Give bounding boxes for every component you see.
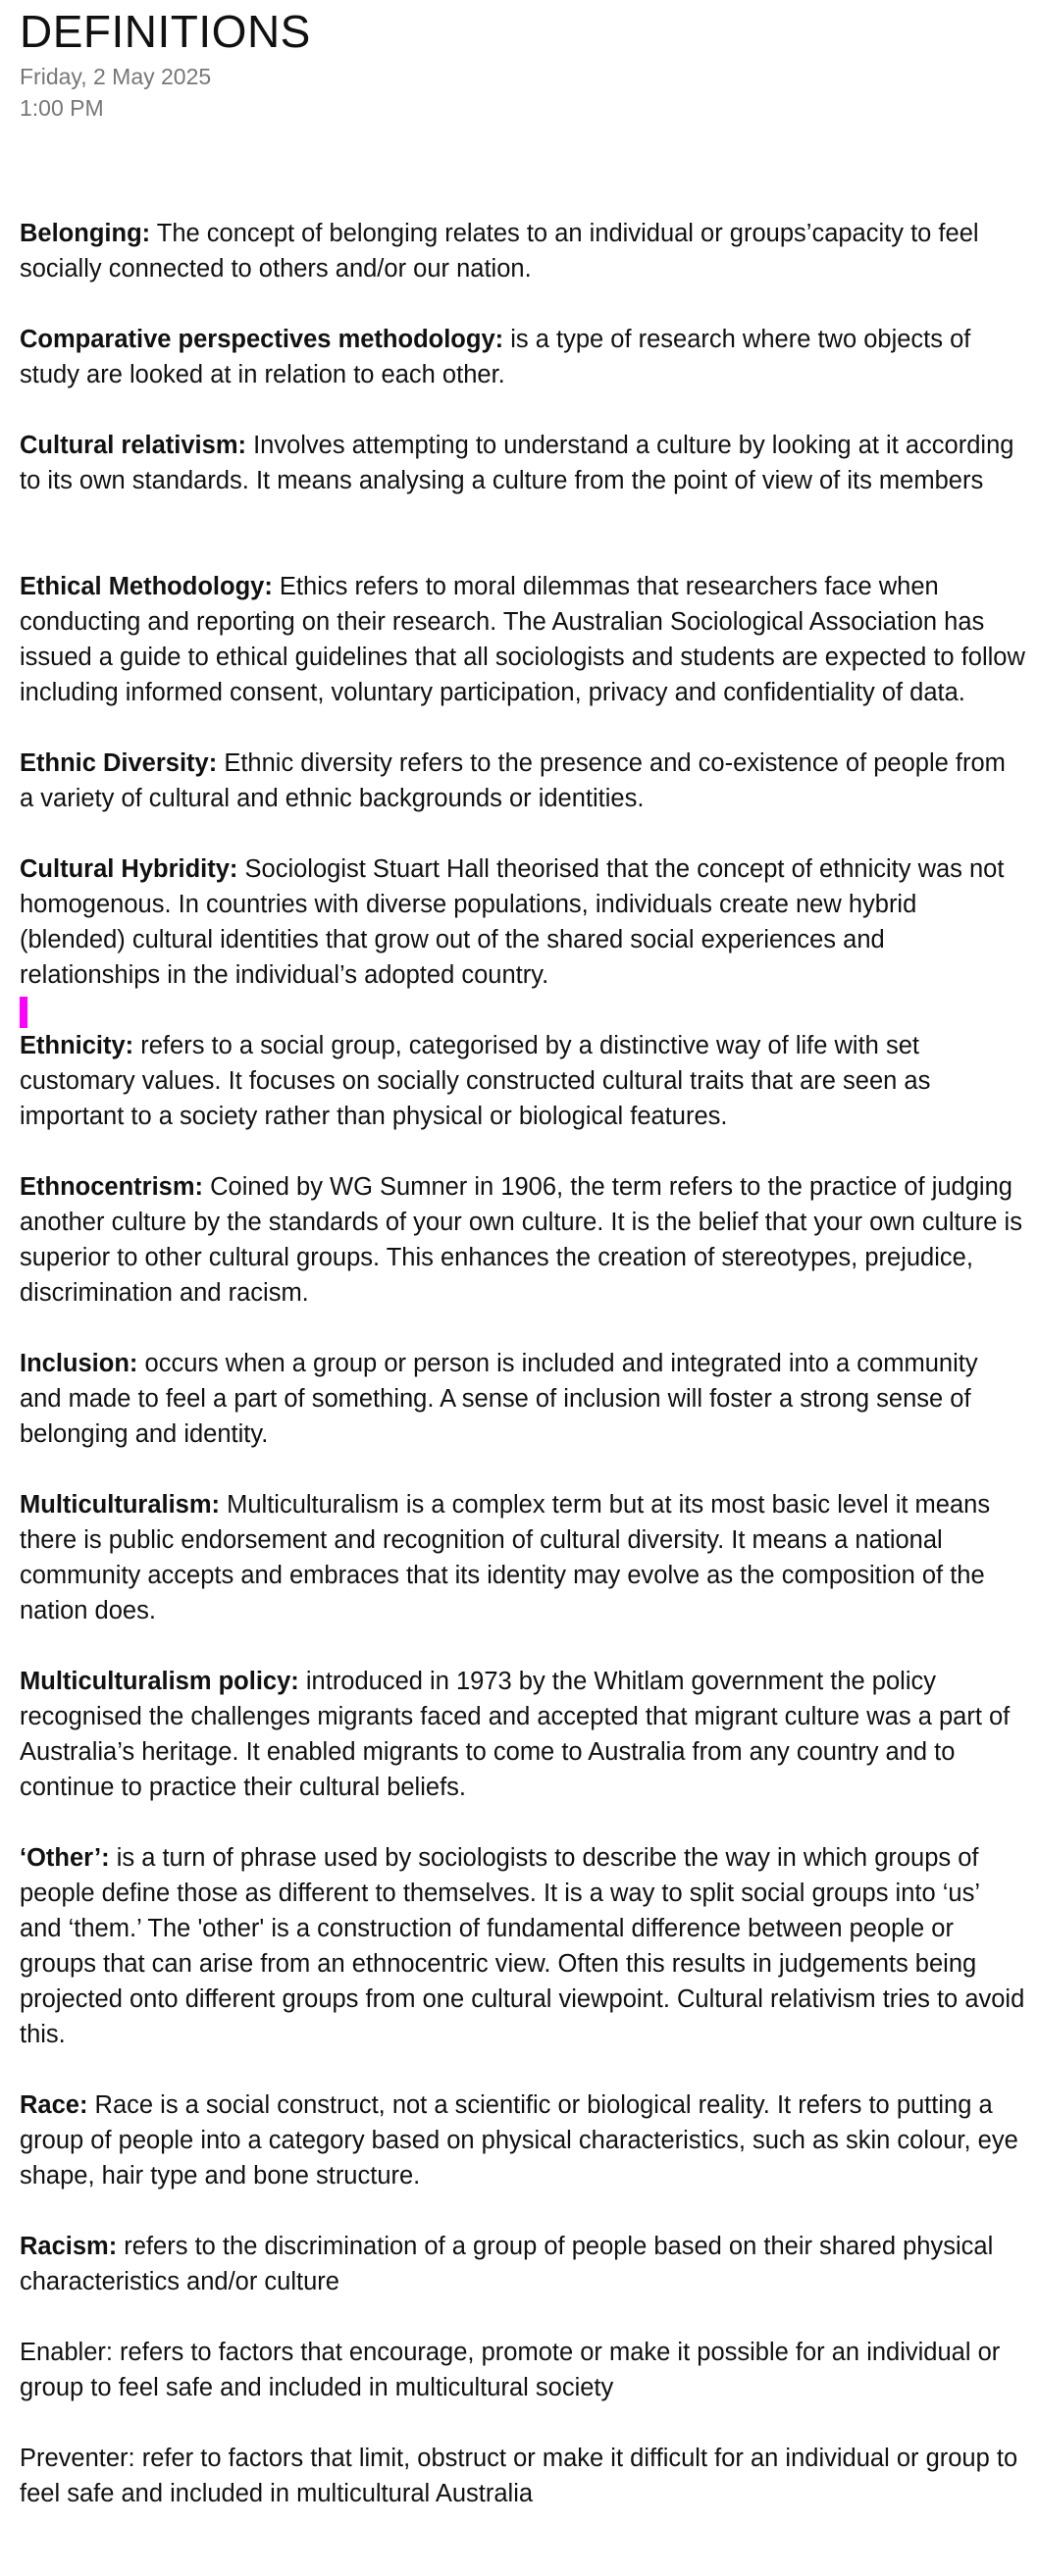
definition-cultural-relativism[interactable]: [20, 428, 1025, 498]
definition-term: Ethnocentrism:: [20, 1173, 204, 1201]
definition-term: Belonging:: [20, 220, 151, 247]
definition-term: Multiculturalism policy:: [20, 1668, 299, 1695]
definition-term: Ethnicity:: [20, 1032, 134, 1059]
definition-term: Cultural relativism:: [20, 432, 246, 459]
definition-term: Ethical Methodology:: [20, 573, 273, 600]
definition-text: occurs when a group or person is included and integrated into a community and made to feel a part of something. A sense of inclusion will foster a strong sense of belonging and identity.: [20, 1350, 978, 1448]
definition-text: refers to the discrimination of a group of people based on their shared physical characteristics and/or culture: [20, 2233, 994, 2295]
definition-text: The concept of belonging relates to an individual or groups’capacity to feel socially connected to others and/or our nation.: [20, 220, 979, 283]
definition-term: Multiculturalism:: [20, 1491, 221, 1519]
definition-comparative-perspectives[interactable]: [20, 322, 1025, 392]
page-header: [20, 2, 311, 124]
definition-text: Involves attempting to understand a culture by looking at it according to its own standards. It means analysing a culture from the point of view of its members: [20, 432, 1014, 494]
definition-term: Ethnic Diversity:: [20, 749, 218, 777]
definition-term: Race:: [20, 2091, 88, 2119]
definition-text: Ethics refers to moral dilemmas that researchers face when conducting and reporting on their research. The Australian Sociological Association has issued a guide to ethical guidelines that all sociologists and students are expected to follow including informed consent, voluntary participation, privacy and confidentiality of data.: [20, 573, 1025, 706]
text-cursor: [20, 997, 27, 1028]
definition-multiculturalism-policy[interactable]: [20, 1664, 1025, 1805]
definition-ethnicity[interactable]: [20, 1028, 1025, 1134]
definition-race[interactable]: [20, 2087, 1025, 2193]
definition-text: Ethnic diversity refers to the presence and co-existence of people from a variety of cultural and ethnic backgrounds or identities.: [20, 749, 1006, 812]
definition-text: introduced in 1973 by the Whitlam government the policy recognised the challenges migrants faced and accepted that migrant culture was a part of Australia’s heritage. It enabled migrants to come to Australia from any country and to continue to practice their cultural beliefs.: [20, 1668, 1011, 1801]
definition-term: Racism:: [20, 2233, 118, 2260]
page-title[interactable]: DEFINITIONS: [20, 6, 311, 57]
definition-text: Enabler: refers to factors that encourage, promote or make it possible for an individual or group to feel safe and included in multicultural society: [20, 2339, 1001, 2401]
definition-other[interactable]: [20, 1840, 1025, 2052]
definition-term: ‘Other’:: [20, 1844, 110, 1872]
definition-term: Inclusion:: [20, 1350, 138, 1377]
definition-multiculturalism[interactable]: [20, 1487, 1025, 1628]
definition-enabler[interactable]: [20, 2335, 1025, 2405]
definition-text: Coined by WG Sumner in 1906, the term refers to the practice of judging another culture by the standards of your own culture. It is the belief that your own culture is superior to other cultural groups. This enhances the creation of stereotypes, prejudice, discrimination and racism.: [20, 1173, 1022, 1307]
definition-text: Multiculturalism is a complex term but at its most basic level it means there is public endorsement and recognition of cultural diversity. It means a national community accepts and embraces that its identity may evolve as the composition of the nation does.: [20, 1491, 991, 1624]
definition-cultural-hybridity[interactable]: [20, 851, 1025, 993]
page-date: Friday, 2 May 2025: [20, 64, 212, 89]
page-time: 1:00 PM: [20, 95, 104, 121]
definition-ethical-methodology[interactable]: [20, 569, 1025, 710]
note-content[interactable]: [20, 216, 1025, 2511]
definition-text: is a type of research where two objects of study are looked at in relation to each other.: [20, 326, 971, 388]
definition-ethnic-diversity[interactable]: [20, 746, 1025, 816]
definition-text: Sociologist Stuart Hall theorised that the concept of ethnicity was not homogenous. In countries with diverse populations, individuals create new hybrid (blended) cultural identities that grow out of the shared social experiences and relationships in the individual’s adopted country.: [20, 855, 1005, 989]
text-cursor-line[interactable]: [20, 993, 1025, 1028]
definition-text: Race is a social construct, not a scientific or biological reality. It refers to putting a group of people into a category based on physical characteristics, such as skin colour, eye shape, hair type and bone structure.: [20, 2091, 1018, 2190]
definition-term: Cultural Hybridity:: [20, 855, 238, 883]
definition-text: refers to a social group, categorised by a distinctive way of life with set customary values. It focuses on socially constructed cultural traits that are seen as important to a society rather than physical or biological features.: [20, 1032, 931, 1130]
definition-text: Preventer: refer to factors that limit, obstruct or make it difficult for an individual or group to feel safe and included in multicultural Australia: [20, 2445, 1018, 2507]
definition-text: is a turn of phrase used by sociologists to describe the way in which groups of people define those as different to themselves. It is a way to split social groups into ‘us’ and ‘them.’ The 'other' is a construction of fundamental difference between people or groups that can arise from an ethnocentric view. Often this results in judgements being projected onto different groups from one cultural viewpoint. Cultural relativism tries to avoid this.: [20, 1844, 1025, 2048]
definition-term: Comparative perspectives methodology:: [20, 326, 504, 353]
definition-inclusion[interactable]: [20, 1346, 1025, 1452]
definition-belonging[interactable]: [20, 216, 1025, 286]
definition-preventer[interactable]: [20, 2441, 1025, 2511]
definition-ethnocentrism[interactable]: [20, 1169, 1025, 1311]
definition-racism[interactable]: [20, 2229, 1025, 2299]
